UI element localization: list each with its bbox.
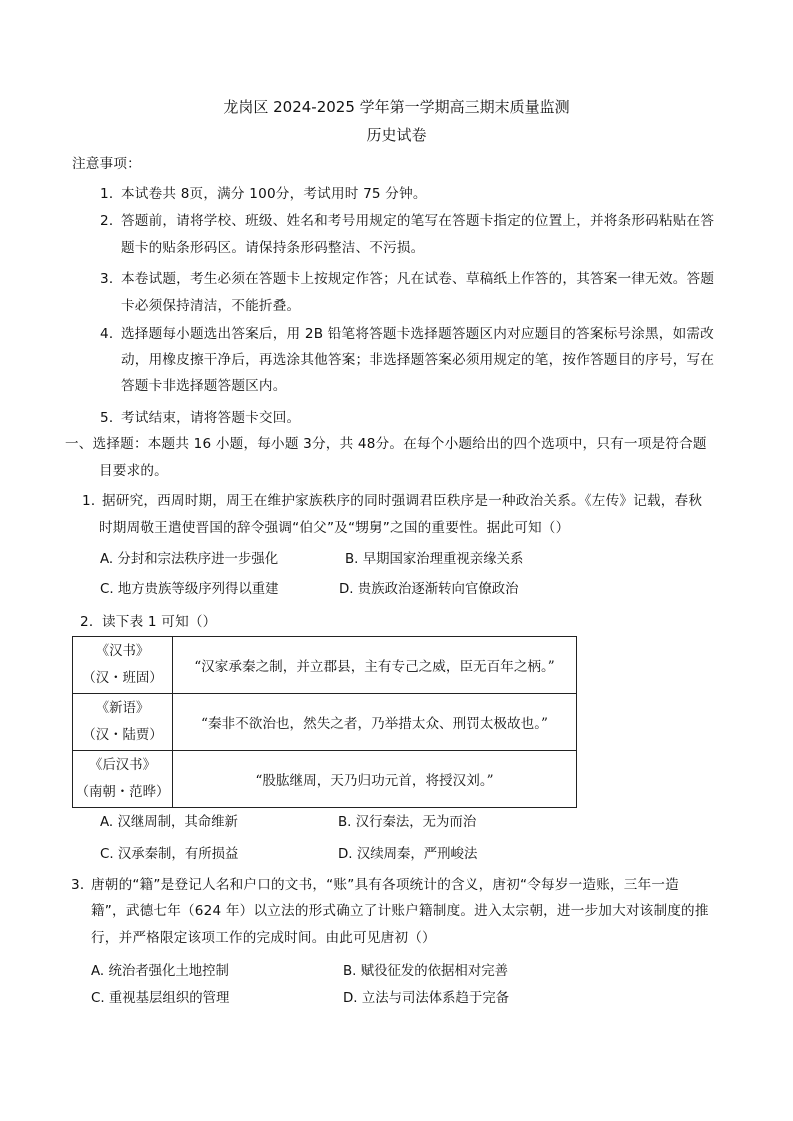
table-cell-source — [73, 694, 173, 751]
exam-subtitle: 历史试卷 — [366, 126, 427, 144]
table-cell-quote: “汉家承秦之制，并立郡县，主有专己之威，臣无百年之柄。” — [173, 637, 577, 694]
question-1-stem: 据研究，西周时期，周王在维护家族秩序的同时强调君臣秩序是一种政治关系。《左传》记载，春秋 — [102, 493, 703, 509]
question-1-option-d: D. 贵族政治逐渐转向官僚政治 — [339, 582, 519, 597]
notice-item-2-num: 2． — [100, 213, 123, 229]
question-2-option-d: D. 汉续周秦，严刑峻法 — [338, 847, 478, 862]
notice-item-3-line: 本卷试题，考生必须在答题卡上按规定作答；凡在试卷、草稿纸上作答的，其答案一律无效。答题 — [121, 271, 715, 287]
question-3-option-b: B. 赋役征发的依据相对完善 — [343, 964, 508, 979]
notice-item-2-line: 题卡的贴条形码区。请保持条形码整洁、不污损。 — [121, 240, 425, 256]
question-1-option-c: C. 地方贵族等级序列得以重建 — [100, 582, 279, 597]
question-2-num: 2． — [80, 614, 103, 630]
question-1-stem: 时期周敬王遣使晋国的辞令强调“伯父”及“甥舅”之国的重要性。据此可知（） — [99, 520, 570, 536]
notice-item-4-line: 答题卡非选择题答题区内。 — [121, 378, 287, 394]
question-2-option-c: C. 汉承秦制，有所损益 — [100, 847, 239, 862]
question-3-stem: 行，并严格限定该项工作的完成时间。由此可见唐初（） — [91, 930, 436, 946]
question-3-num: 3． — [71, 877, 94, 893]
question-3-option-d: D. 立法与司法体系趋于完备 — [343, 991, 510, 1006]
table-cell-source — [73, 637, 173, 694]
notice-item-2-line: 答题前，请将学校、班级、姓名和考号用规定的笔写在答题卡指定的位置上，并将条形码粘贴在答 — [121, 213, 715, 229]
question-1-option-b: B. 早期国家治理重视亲缘关系 — [345, 552, 524, 567]
section-heading: 一、选择题：本题共 16 小题，每小题 3分，共 48分。在每个小题给出的四个选项中，只有一项是符合题 — [65, 436, 707, 452]
notice-item-4-num: 4． — [100, 326, 123, 342]
source-book: 《新语》 — [95, 701, 150, 716]
source-author: （汉・陆贾） — [82, 728, 163, 743]
question-1-option-a: A. 分封和宗法秩序进一步强化 — [100, 552, 279, 567]
notice-item-3-num: 3． — [100, 271, 123, 287]
exam-title: 龙岗区 2024-2025 学年第一学期高三期末质量监测 — [223, 98, 570, 116]
table-cell-quote: “秦非不欲治也，然失之者，乃举措太众、刑罚太极故也。” — [173, 694, 577, 751]
question-3-stem: 唐朝的“籍”是登记人名和户口的文书，“账”具有各项统计的含义，唐初“令每岁一造账，三年一造 — [91, 877, 679, 893]
source-author: （南朝・范晔） — [75, 785, 170, 800]
question-2-stem: 读下表 1 可知（） — [102, 614, 217, 630]
question-3-option-a: A. 统治者强化土地控制 — [91, 964, 229, 979]
table-cell-quote: “股肱继周，天乃归功元首，将授汉刘。” — [173, 751, 577, 808]
source-book: 《汉书》 — [95, 644, 150, 659]
question-3-stem: 籍”，武德七年（624 年）以立法的形式确立了计账户籍制度。进入太宗朝，进一步加大对该制度的推 — [91, 903, 709, 919]
table-row — [73, 637, 577, 694]
notice-item-3-line: 卡必须保持清洁，不能折叠。 — [121, 298, 301, 314]
question-2-option-a: A. 汉继周制，其命维新 — [100, 815, 238, 830]
notice-item-5-line: 考试结束，请将答题卡交回。 — [121, 410, 301, 426]
notice-item-1-line: 本试卷共 8页，满分 100分，考试用时 75 分钟。 — [121, 186, 427, 202]
notice-item-4-line: 动，用橡皮擦干净后，再选涂其他答案；非选择题答案必须用规定的笔，按作答题目的序号，写在 — [121, 352, 715, 368]
table-row — [73, 751, 577, 808]
table-cell-source — [73, 751, 173, 808]
section-heading-cont: 目要求的。 — [99, 463, 168, 479]
notice-heading: 注意事项： — [72, 156, 141, 172]
question-3-option-c: C. 重视基层组织的管理 — [91, 991, 230, 1006]
source-author: （汉・班固） — [82, 671, 163, 686]
source-book: 《后汉书》 — [89, 758, 156, 773]
notice-item-4-line: 选择题每小题选出答案后，用 2B 铅笔将答题卡选择题答题区内对应题目的答案标号涂黑，如需改 — [121, 326, 714, 342]
table-row — [73, 694, 577, 751]
notice-item-5-num: 5． — [100, 410, 123, 426]
question-2-option-b: B. 汉行秦法，无为而治 — [338, 815, 477, 830]
source-table — [72, 636, 577, 808]
question-1-num: 1． — [82, 493, 105, 509]
notice-item-1-num: 1． — [100, 186, 123, 202]
